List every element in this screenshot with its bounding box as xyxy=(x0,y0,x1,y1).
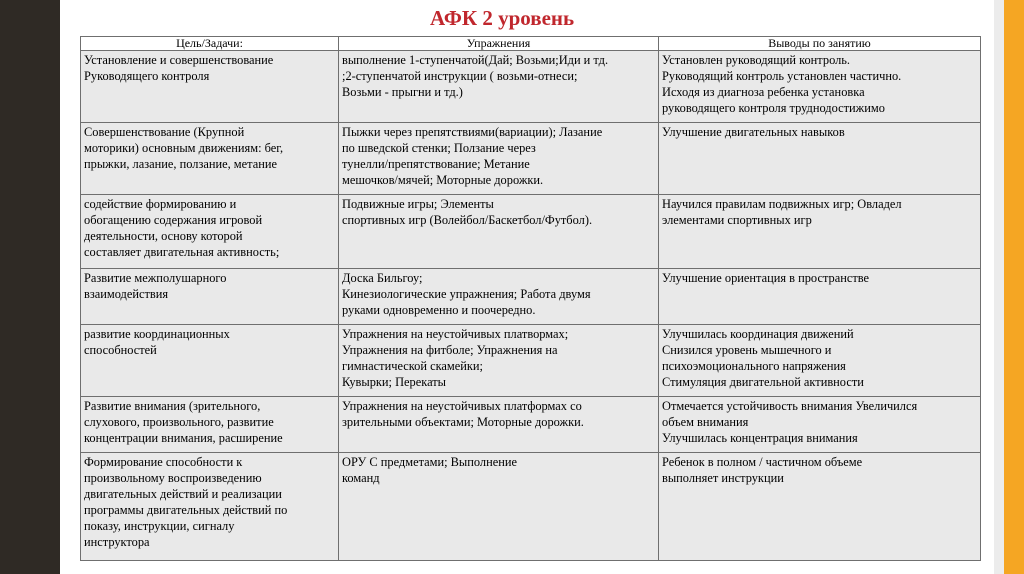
table-header-row xyxy=(81,37,981,51)
exercises-cell: Упражнения на неустойчивых платформах со зрительными объектами; Моторные дорожки. xyxy=(339,397,659,453)
results-cell: Установлен руководящий контроль. Руководящий контроль установлен частично. Исходя из диагноза ребенка установка руководящего контроля труднодостижимо xyxy=(659,51,981,123)
table-row xyxy=(81,269,981,325)
exercises-cell: ОРУ С предметами; Выполнение команд xyxy=(339,453,659,561)
exercises-cell: Доска Бильгоу; Кинезиологические упражнения; Работа двумя руками одновременно и поочередно. xyxy=(339,269,659,325)
results-cell: Отмечается устойчивость внимания Увеличился объем внимания Улучшилась концентрация внимания xyxy=(659,397,981,453)
results-cell: Ребенок в полном / частичном объеме выполняет инструкции xyxy=(659,453,981,561)
exercises-cell: Подвижные игры; Элементы спортивных игр (Волейбол/Баскетбол/Футбол). xyxy=(339,195,659,269)
goal-cell: Установление и совершенствование Руководящего контроля xyxy=(81,51,339,123)
exercises-cell: выполнение 1-ступенчатой(Дай; Возьми;Иди и тд. ;2-ступенчатой инструкции ( возьми-отнеси; Возьми - прыгни и тд.) xyxy=(339,51,659,123)
table-row xyxy=(81,123,981,195)
results-cell: Улучшение двигательных навыков xyxy=(659,123,981,195)
table-row xyxy=(81,397,981,453)
afk-table xyxy=(80,36,981,561)
table-row xyxy=(81,453,981,561)
left-decorative-bar xyxy=(0,0,60,574)
slide-title: АФК 2 уровень xyxy=(430,6,575,30)
exercises-cell: Упражнения на неустойчивых платвормах; Упражнения на фитболе; Упражнения на гимнастической скамейки; Кувырки; Перекаты xyxy=(339,325,659,397)
right-accent-bar xyxy=(1004,0,1024,574)
header-results: Выводы по занятию xyxy=(659,37,981,51)
goal-cell: Совершенствование (Крупной моторики) основным движениям: бег, прыжки, лазание, ползание, метание xyxy=(81,123,339,195)
table-row xyxy=(81,51,981,123)
goal-cell: развитие координационных способностей xyxy=(81,325,339,397)
results-cell: Научился правилам подвижных игр; Овладел элементами спортивных игр xyxy=(659,195,981,269)
goal-cell: Развитие межполушарного взаимодействия xyxy=(81,269,339,325)
exercises-cell: Пыжки через препятствиями(вариации); Лазание по шведской стенки; Ползание через тунелли/препятствование; Метание мешочков/мячей; Моторные дорожки. xyxy=(339,123,659,195)
table-row xyxy=(81,195,981,269)
goal-cell: Формирование способности к произвольному воспроизведению двигательных действий и реализации программы двигательных действий по показу, инструкции, сигналу инструктора xyxy=(81,453,339,561)
header-exercises: Упражнения xyxy=(339,37,659,51)
goal-cell: содействие формированию и обогащению содержания игровой деятельности, основу которой составляет двигательная активность; xyxy=(81,195,339,269)
results-cell: Улучшилась координация движений Снизился уровень мышечного и психоэмоционального напряжения Стимуляция двигательной активности xyxy=(659,325,981,397)
table-row xyxy=(81,325,981,397)
header-goals: Цель/Задачи: xyxy=(81,37,339,51)
right-edge-strip xyxy=(994,0,1004,574)
results-cell: Улучшение ориентация в пространстве xyxy=(659,269,981,325)
goal-cell: Развитие внимания (зрительного, слухового, произвольного, развитие концентрации внимания, расширение xyxy=(81,397,339,453)
